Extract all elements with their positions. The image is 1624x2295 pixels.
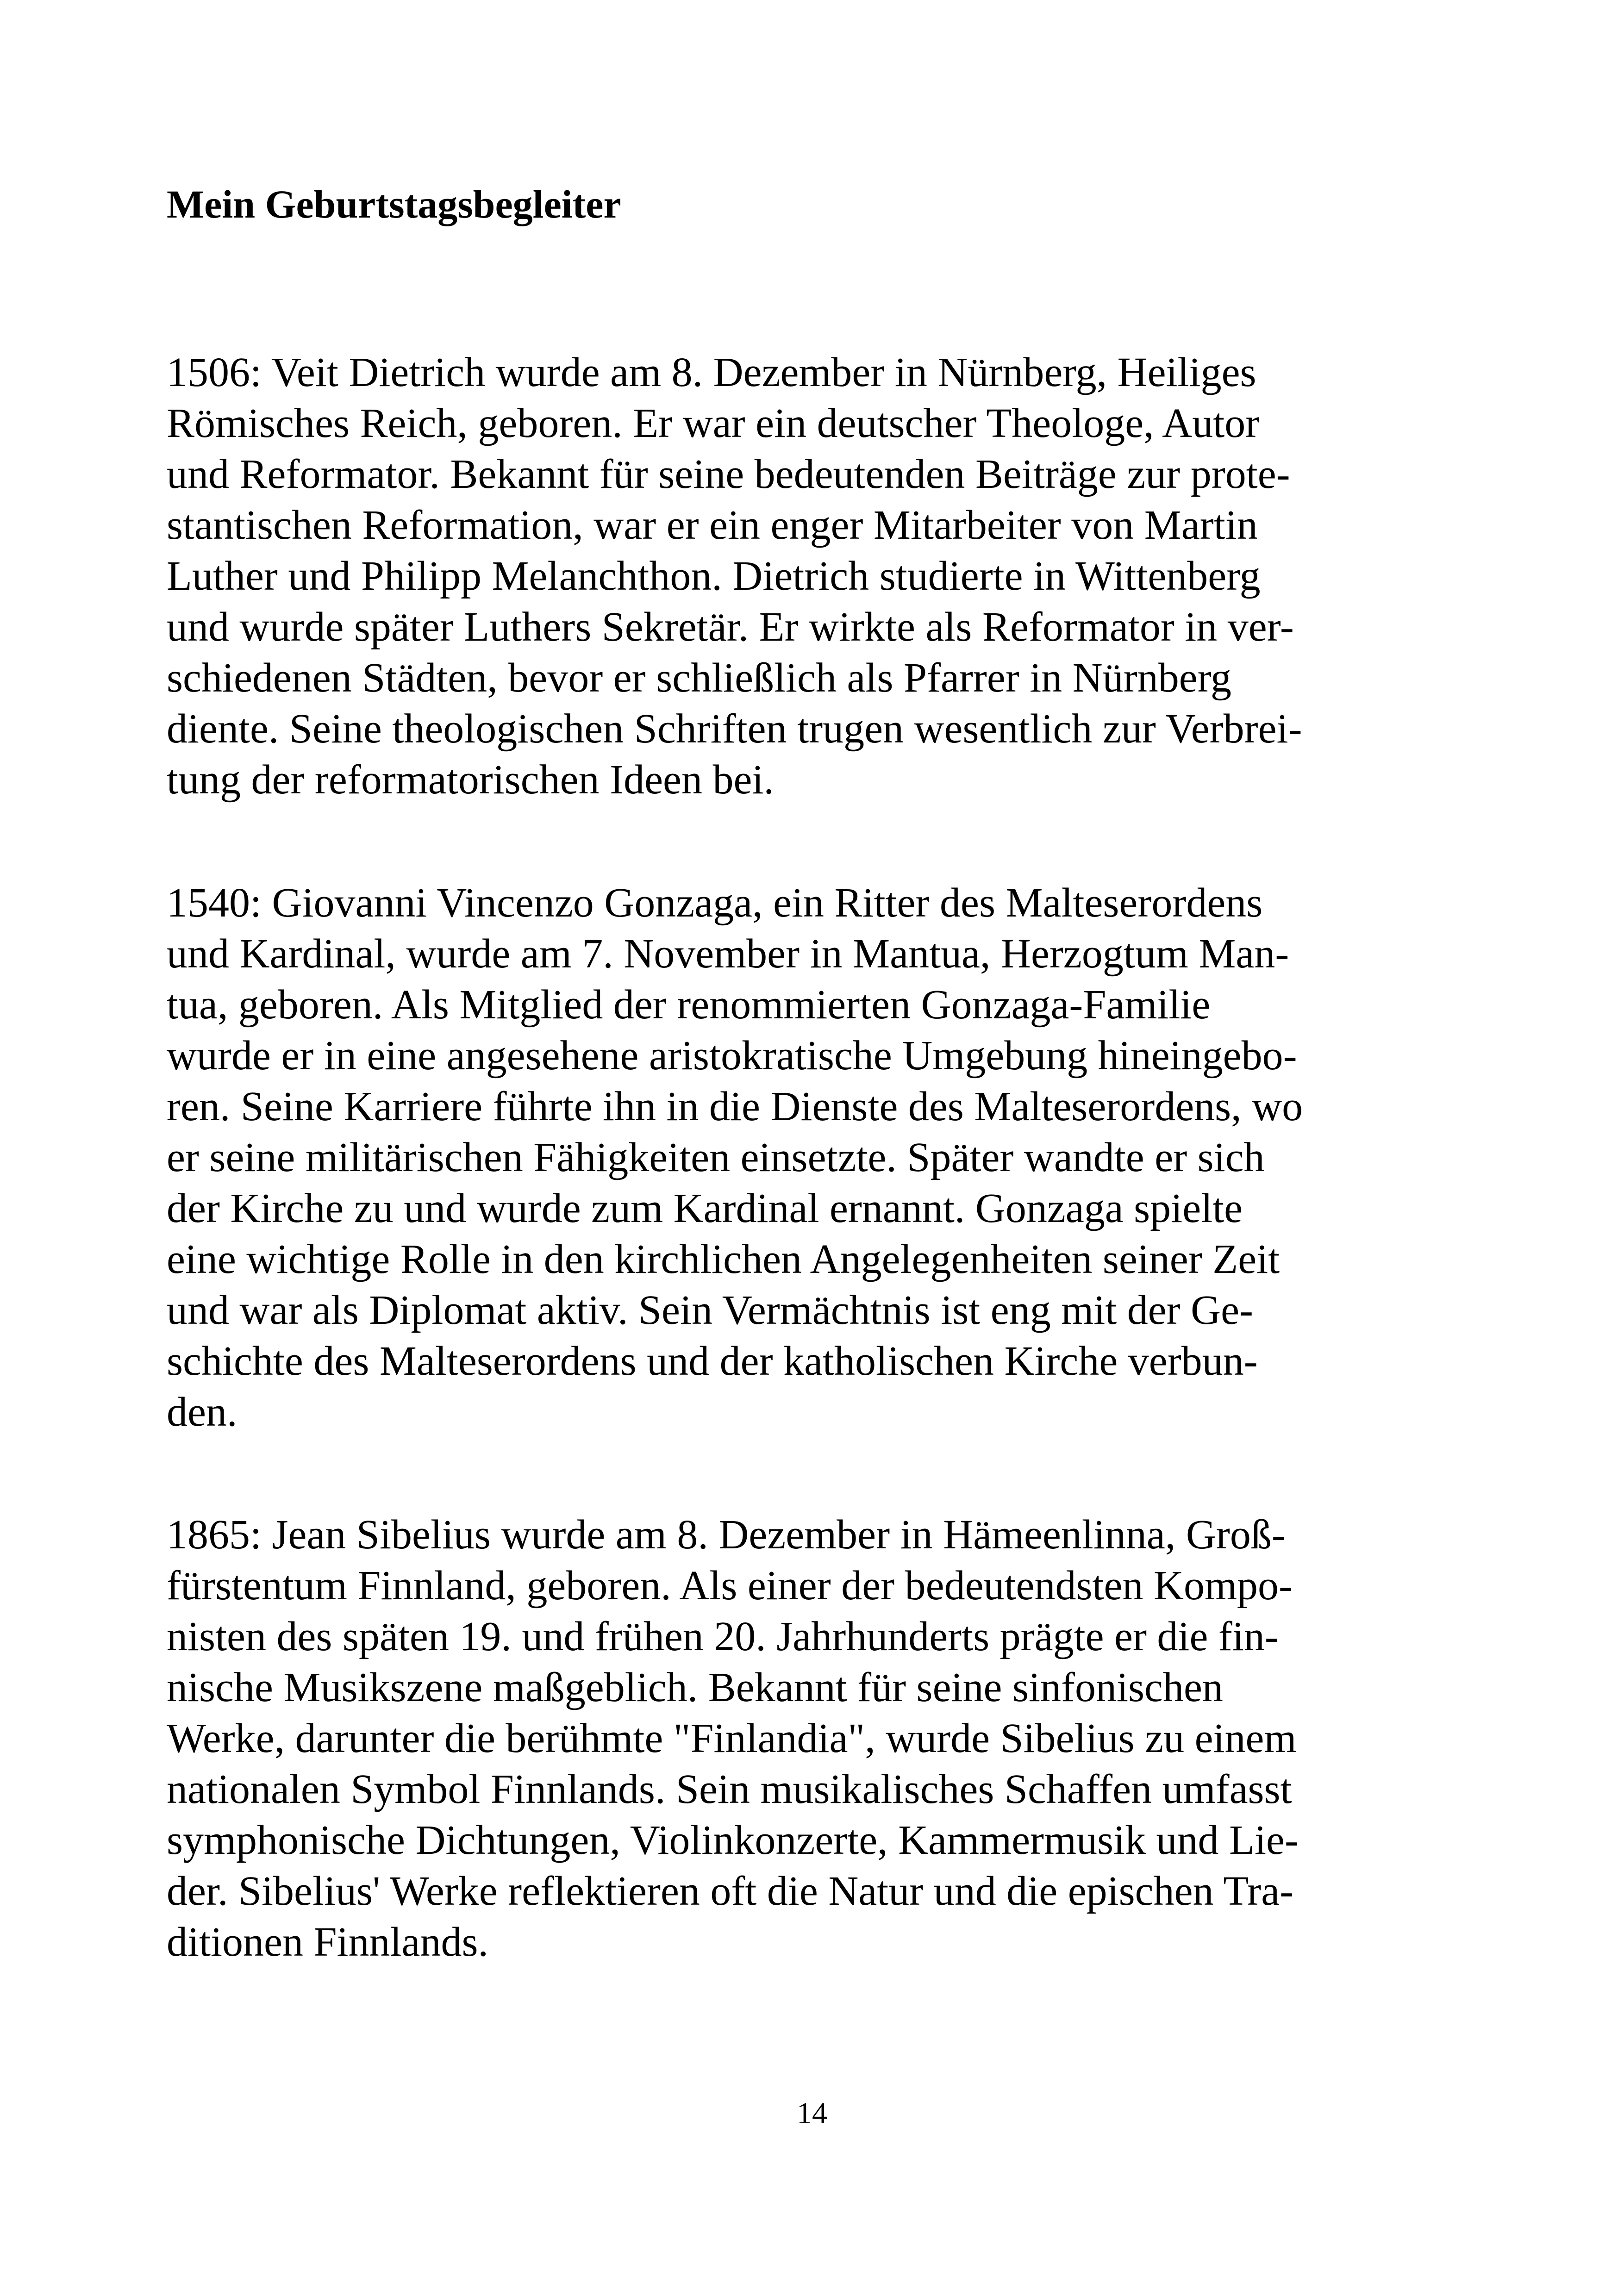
text-line: der. Sibelius' Werke reflektieren oft die Natur und die epischen Tra- (167, 1868, 1294, 1914)
page-title: Mein Geburtstagsbegleiter (167, 182, 621, 226)
text-line: schiedenen Städten, bevor er schließlich als Pfarrer in Nürnberg (167, 655, 1232, 701)
text-line: wurde er in eine angesehene aristokratische Umgebung hineingebo- (167, 1033, 1297, 1079)
text-line: nationalen Symbol Finnlands. Sein musikalisches Schaffen umfasst (167, 1766, 1292, 1812)
text-line: schichte des Malteserordens und der katholischen Kirche verbun- (167, 1338, 1258, 1384)
text-line: und Kardinal, wurde am 7. November in Mantua, Herzogtum Man- (167, 931, 1289, 977)
text-line: symphonische Dichtungen, Violinkonzerte, Kammermusik und Lie- (167, 1817, 1299, 1863)
text-line: nisten des späten 19. und frühen 20. Jahrhunderts prägte er die fin- (167, 1614, 1279, 1659)
text-line: und Reformator. Bekannt für seine bedeutenden Beiträge zur prote- (167, 451, 1290, 497)
entry-1506-paragraph (167, 347, 1302, 805)
text-line: fürstentum Finnland, geboren. Als einer der bedeutendsten Kompo- (167, 1563, 1293, 1609)
text-line: er seine militärischen Fähigkeiten einsetzte. Später wandte er sich (167, 1135, 1265, 1180)
text-line: den. (167, 1389, 237, 1435)
text-line: nische Musikszene maßgeblich. Bekannt für seine sinfonischen (167, 1665, 1223, 1710)
entry-1865-paragraph (167, 1509, 1299, 1968)
text-line: eine wichtige Rolle in den kirchlichen Angelegenheiten seiner Zeit (167, 1236, 1280, 1282)
text-line: tua, geboren. Als Mitglied der renommierten Gonzaga-Familie (167, 982, 1211, 1028)
page-number: 14 (797, 2096, 827, 2130)
text-line: und wurde später Luthers Sekretär. Er wirkte als Reformator in ver- (167, 604, 1294, 650)
text-line: stantischen Reformation, war er ein enger Mitarbeiter von Martin (167, 502, 1258, 548)
text-line: 1506: Veit Dietrich wurde am 8. Dezember in Nürnberg, Heiliges (167, 349, 1256, 395)
text-line: 1540: Giovanni Vincenzo Gonzaga, ein Ritter des Malteserordens (167, 880, 1263, 926)
text-line: ditionen Finnlands. (167, 1919, 488, 1965)
text-line: der Kirche zu und wurde zum Kardinal ernannt. Gonzaga spielte (167, 1185, 1243, 1231)
text-line: Werke, darunter die berühmte "Finlandia", wurde Sibelius zu einem (167, 1715, 1297, 1761)
entry-1540-paragraph (167, 878, 1303, 1438)
text-line: ren. Seine Karriere führte ihn in die Dienste des Malteserordens, wo (167, 1084, 1303, 1129)
text-line: tung der reformatorischen Ideen bei. (167, 757, 774, 803)
text-line: 1865: Jean Sibelius wurde am 8. Dezember in Hämeenlinna, Groß- (167, 1512, 1286, 1558)
text-line: Römisches Reich, geboren. Er war ein deutscher Theologe, Autor (167, 400, 1260, 446)
text-line: und war als Diplomat aktiv. Sein Vermächtnis ist eng mit der Ge- (167, 1287, 1254, 1333)
text-line: diente. Seine theologischen Schriften trugen wesentlich zur Verbrei- (167, 706, 1302, 752)
text-line: Luther und Philipp Melanchthon. Dietrich studierte in Wittenberg (167, 553, 1261, 599)
